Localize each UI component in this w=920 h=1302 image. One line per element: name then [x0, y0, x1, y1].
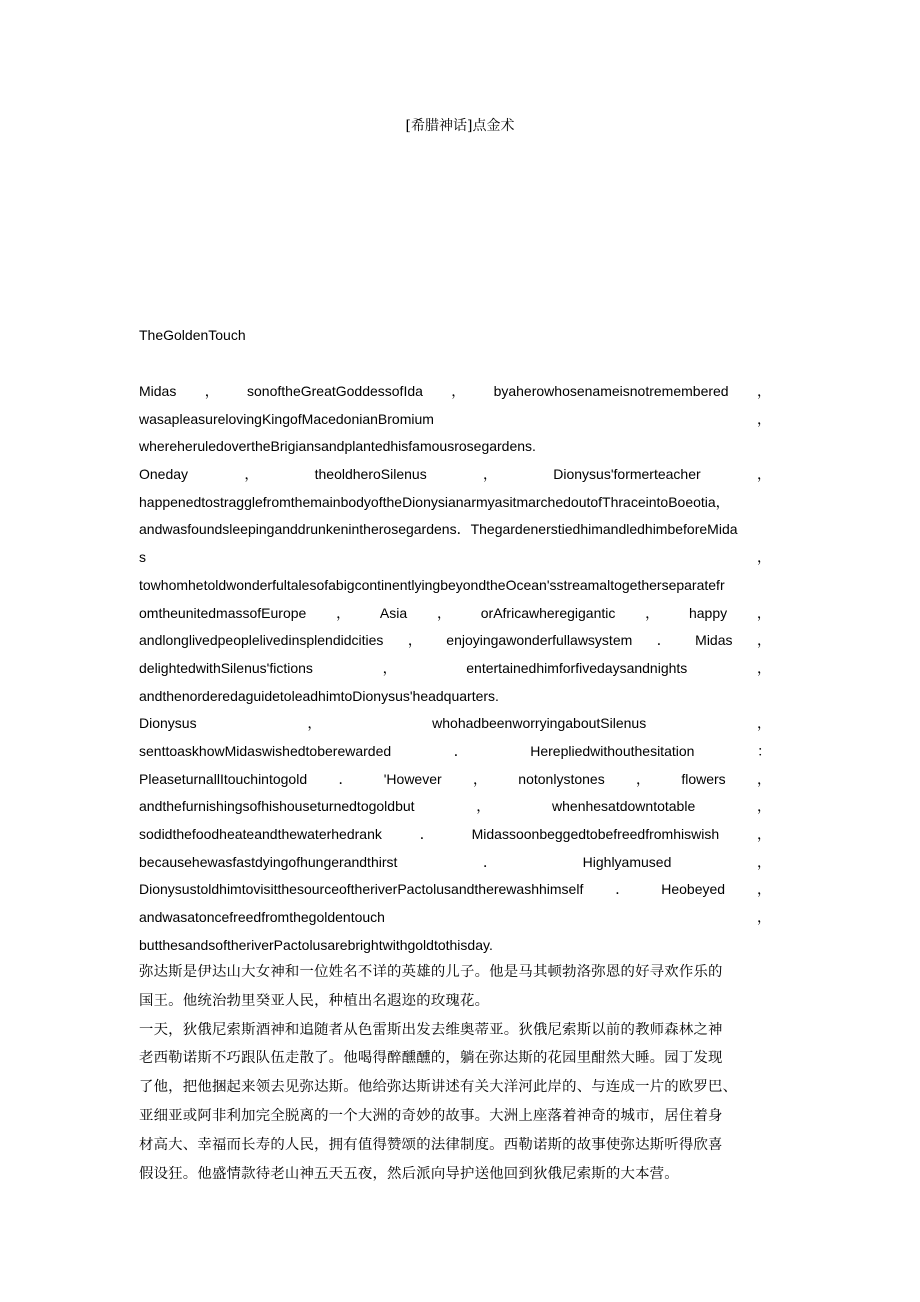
english-line-token: ， [307, 715, 322, 732]
english-line-token: notonlystones [518, 770, 605, 787]
english-line-token: orAfricawheregigantic [480, 604, 616, 621]
english-line-token: ， [757, 549, 771, 566]
english-line-token: happenedtostragglefromthemainbodyoftheDionysianarmyasitmarchedoutofThraceintoBoeotia， [139, 493, 730, 510]
english-line-token: becausehewasfastdyingofhungerandthirst [139, 853, 398, 870]
english-line-token: Midas [139, 383, 177, 399]
english-line-token: whohadbeenworryingaboutSilenus [432, 715, 647, 732]
chinese-line: 老西勒诺斯不巧跟队伍走散了。他喝得醉醺醺的，躺在弥达斯的花园里酣然大睡。园丁发现 [139, 1050, 723, 1067]
chinese-line: 亚细亚或阿非利加完全脱离的一个大洲的奇妙的故事。大洲上座落着神奇的城市，居住着身 [139, 1107, 723, 1124]
english-line-token: ， [757, 909, 771, 926]
english-line [139, 907, 771, 935]
english-line [139, 796, 771, 824]
english-line-token: Midas [695, 632, 733, 649]
english-line-token: ， [756, 826, 771, 842]
english-line-token: DionysustoldhimtovisitthesourceoftheriverPactolusandtherewashhimself [139, 881, 584, 898]
english-line-token: sonoftheGreatGoddessofIda [247, 383, 423, 399]
english-line [139, 464, 771, 492]
english-line-token: ， [436, 604, 451, 621]
english-line-token: flowers [681, 770, 726, 787]
english-line-token: ， [757, 853, 771, 870]
english-line-token: theoldheroSilenus [314, 466, 427, 483]
english-body [139, 381, 771, 962]
english-line-token: Highlyamused [582, 853, 672, 870]
english-line [139, 409, 771, 437]
chinese-line: 了他，把他捆起来领去见弥达斯。他给弥达斯讲述有关大洋河此岸的、与连成一片的欧罗巴、 [139, 1079, 738, 1096]
english-line-token: ， [476, 798, 491, 815]
english-line-token: ， [756, 604, 771, 621]
english-line [139, 713, 771, 741]
english-line [139, 381, 771, 409]
english-line-token: towhomhetoldwonderfultalesofabigcontinentlyingbeyondtheOcean'sstreamaltogetherseparatefr [139, 576, 725, 593]
english-line-token: sodidthefoodheateandthewaterhedrank [139, 826, 382, 842]
chinese-body [139, 960, 784, 1190]
english-line-token: ， [382, 659, 397, 676]
english-line-token: Dionysus'formerteacher [553, 466, 701, 483]
english-line-token: ， [756, 659, 771, 676]
english-line [139, 575, 771, 603]
english-line-token: Dionysus [139, 715, 197, 732]
english-line-token: enjoyingawonderfullawsystem [446, 632, 633, 649]
english-line [139, 658, 771, 686]
english-line [139, 603, 771, 631]
chinese-line: 弥达斯是伊达山大女神和一位姓名不详的英雄的儿子。他是马其顿勃洛弥恩的好寻欢作乐的 [139, 964, 723, 980]
english-line-token: s [139, 549, 146, 566]
english-line-token: ， [756, 632, 771, 649]
english-line [139, 547, 771, 575]
english-line-token: ， [756, 715, 771, 732]
english-line [139, 852, 771, 880]
english-line [139, 492, 771, 520]
english-line-token: ， [482, 466, 497, 483]
english-line-token: delightedwithSilenus'fictions [139, 659, 313, 676]
english-line-token: omtheunitedmassofEurope [139, 604, 307, 621]
english-line-token: entertainedhimforfivedaysandnights [466, 659, 688, 676]
chinese-line: 一天，狄俄尼索斯酒神和追随者从色雷斯出发去维奥蒂亚。狄俄尼索斯以前的教师森林之神 [139, 1021, 723, 1038]
english-line-token: 'However [383, 770, 442, 787]
english-line-token: ， [472, 770, 487, 787]
english-line [139, 741, 771, 769]
english-line-token: ， [407, 632, 422, 649]
english-line [139, 436, 771, 464]
english-line-token: ， [204, 383, 219, 399]
english-line-token: ， [757, 410, 771, 427]
english-line-token: ． [419, 826, 434, 842]
english-line-token: PleaseturnallItouchintogold [139, 770, 308, 787]
english-line-token: andwasfoundsleepinganddrunkenintherosegardens．ThegardenerstiedhimandledhimbeforeMida [139, 521, 738, 538]
english-line [139, 824, 771, 852]
english-line-token: Asia [379, 604, 408, 621]
english-line-token: wasapleasurelovingKingofMacedonianBromium [139, 410, 434, 427]
english-line-token: andwasatoncefreedfromthegoldentouch [139, 909, 385, 926]
english-line-token: Heobeyed [661, 881, 726, 898]
english-line-token: ． [615, 881, 630, 898]
english-line-token: ， [244, 466, 259, 483]
english-line-token: ， [756, 466, 771, 483]
english-line-token: whenhesatdowntotable [552, 798, 696, 815]
english-line-token: butthesandsoftheriverPactolusarebrightwithgoldtothisday. [139, 936, 493, 953]
english-line-token: andthefurnishingsofhishouseturnedtogoldbut [139, 798, 415, 815]
english-heading: TheGoldenTouch [139, 327, 246, 343]
english-line-token: ， [756, 383, 771, 399]
document-title: [希腊神话]点金术 [405, 118, 515, 134]
english-line-token: andthenorderedaguidetoleadhimtoDionysus'headquarters. [139, 687, 499, 704]
english-line-token: happy [688, 604, 728, 621]
english-line-token: andlonglivedpeoplelivedinsplendidcities [139, 632, 384, 649]
english-line-token: ， [757, 770, 771, 787]
english-line [139, 519, 771, 547]
chinese-line: 材高大、幸福而长寿的人民，拥有值得赞颂的法律制度。西勒诺斯的故事使弥达斯听得欣喜 [139, 1136, 723, 1153]
english-line-token: ， [336, 604, 351, 621]
english-line-token: Herepliedwithouthesitation [530, 742, 695, 759]
english-line [139, 630, 771, 658]
english-line-token: ， [451, 383, 466, 399]
english-line-token: senttoaskhowMidaswishedtoberewarded [139, 742, 392, 759]
english-line [139, 935, 771, 963]
english-line-token: ． [483, 853, 498, 870]
english-line-token: ， [756, 798, 771, 815]
english-line-token: ． [656, 632, 671, 649]
english-line-token: Midassoonbeggedtobefreedfromhiswish [471, 826, 720, 842]
english-line-token: ． [453, 742, 468, 759]
chinese-line: 假设狂。他盛情款待老山神五天五夜，然后派向导护送他回到狄俄尼索斯的大本营。 [139, 1165, 679, 1182]
english-line-token: byaherowhosenameisnotremembered [493, 383, 729, 399]
english-line-token: ， [756, 881, 771, 898]
english-line-token: Oneday [139, 466, 189, 483]
english-line-token: ． [338, 770, 353, 787]
english-line [139, 686, 771, 714]
english-line-token: ： [756, 742, 771, 759]
english-line-token: ， [645, 604, 660, 621]
english-line-token: whereheruledovertheBrigiansandplantedhisfamousrosegardens. [139, 438, 536, 455]
chinese-line: 国王。他统治勃里癸亚人民，种植出名遐迩的玫瑰花。 [139, 992, 490, 1009]
english-line [139, 879, 771, 907]
english-line-token: ， [636, 770, 651, 787]
english-line [139, 769, 771, 797]
